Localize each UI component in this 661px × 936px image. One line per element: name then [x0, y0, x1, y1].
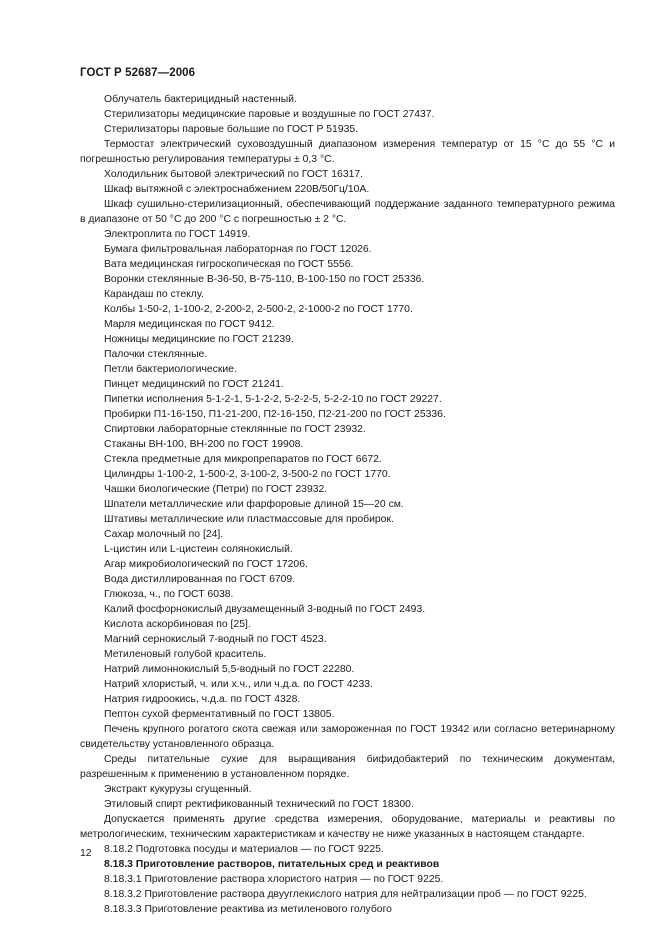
page-number: 12	[80, 848, 92, 859]
paragraph: Бумага фильтровальная лабораторная по ГОСТ 12026.	[104, 244, 372, 255]
paragraph: Электроплита по ГОСТ 14919.	[104, 229, 251, 240]
paragraph: Стерилизаторы медицинские паровые и воздушные по ГОСТ 27437.	[104, 109, 435, 120]
paragraph: Пипетки исполнения 5-1-2-1, 5-1-2-2, 5-2-2-5, 5-2-2-10 по ГОСТ 29227.	[104, 394, 442, 405]
paragraph: Цилиндры 1-100-2, 1-500-2, 3-100-2, 3-500-2 по ГОСТ 1770.	[104, 469, 391, 480]
section-heading: 8.18.3 Приготовление растворов, питательных сред и реактивов	[104, 859, 440, 870]
paragraph: Метиленовый голубой краситель.	[104, 649, 267, 660]
paragraph: Натрий лимоннокислый 5,5-водный по ГОСТ 22280.	[104, 664, 355, 675]
paragraph: Магний сернокислый 7-водный по ГОСТ 4523.	[104, 634, 327, 645]
paragraph: Стаканы ВН-100, ВН-200 по ГОСТ 19908.	[104, 439, 304, 450]
paragraph: Среды питательные сухие для выращивания бифидобактерий по техническим документам, разрешенным к применению в установленном порядке.	[80, 754, 615, 780]
paragraph: Облучатель бактерицидный настенный.	[104, 94, 297, 105]
document-body	[80, 92, 615, 917]
paragraph: Вата медицинская гигроскопическая по ГОСТ 5556.	[104, 259, 354, 270]
paragraph: Натрия гидроокись, ч.д.а. по ГОСТ 4328.	[104, 694, 301, 705]
paragraph: Штативы металлические или пластмассовые для пробирок.	[104, 514, 394, 525]
subsection-item: 8.18.3.1 Приготовление раствора хлористого натрия — по ГОСТ 9225.	[104, 874, 444, 885]
paragraph: Стекла предметные для микропрепаратов по ГОСТ 6672.	[104, 454, 382, 465]
paragraph: L-цистин или L-цистеин солянокислый.	[104, 544, 293, 555]
paragraph: Пробирки П1-16-150, П1-21-200, П2-16-150, П2-21-200 по ГОСТ 25336.	[104, 409, 446, 420]
paragraph: Этиловый спирт ректификованный технический по ГОСТ 18300.	[104, 799, 414, 810]
paragraph: Чашки биологические (Петри) по ГОСТ 23932.	[104, 484, 328, 495]
paragraph: Марля медицинская по ГОСТ 9412.	[104, 319, 275, 330]
paragraph: Сахар молочный по [24].	[104, 529, 224, 540]
paragraph: Агар микробиологический по ГОСТ 17206.	[104, 559, 308, 570]
paragraph: Палочки стеклянные.	[104, 349, 208, 360]
paragraph: Допускается применять другие средства измерения, оборудование, материалы и реактивы по метрологическим, техническим характеристикам и качеству не ниже указанных в настоящем стандарте.	[80, 814, 615, 840]
paragraph: Шкаф вытяжной с электроснабжением 220В/50Гц/10А.	[104, 184, 370, 195]
paragraph: Шкаф сушильно-стерилизационный, обеспечивающий поддержание заданного температурного режима в диапазоне от 50 °С до 200 °С с погрешностью ± 2 °С.	[80, 199, 615, 225]
paragraph: Воронки стеклянные В-36-50, В-75-110, В-100-150 по ГОСТ 25336.	[104, 274, 425, 285]
paragraph: Экстракт кукурузы сгущенный.	[104, 784, 252, 795]
paragraph: Глюкоза, ч., по ГОСТ 6038.	[104, 589, 234, 600]
paragraph: Шпатели металлические или фарфоровые длиной 15—20 см.	[104, 499, 404, 510]
paragraph: Калий фосфорнокислый двузамещенный 3-водный по ГОСТ 2493.	[104, 604, 426, 615]
paragraph: Пинцет медицинский по ГОСТ 21241.	[104, 379, 284, 390]
paragraph: Натрий хлористый, ч. или х.ч., или ч.д.а. по ГОСТ 4233.	[104, 679, 373, 690]
paragraph: Спиртовки лабораторные стеклянные по ГОСТ 23932.	[104, 424, 366, 435]
paragraph: Петли бактериологические.	[104, 364, 237, 375]
paragraph: Печень крупного рогатого скота свежая или замороженная по ГОСТ 19342 или согласно ветеринарному свидетельству установленного образца.	[80, 724, 615, 750]
subsection-item: 8.18.3.2 Приготовление раствора двууглекислого натрия для нейтрализации проб — по ГОСТ 9225.	[104, 889, 587, 900]
paragraph: Ножницы медицинские по ГОСТ 21239.	[104, 334, 294, 345]
subsection-item: 8.18.3.3 Приготовление реактива из метиленового голубого	[104, 904, 392, 915]
document-header: ГОСТ Р 52687—2006	[80, 67, 196, 79]
paragraph: Холодильник бытовой электрический по ГОСТ 16317.	[104, 169, 364, 180]
paragraph: Колбы 1-50-2, 1-100-2, 2-200-2, 2-500-2, 2-1000-2 по ГОСТ 1770.	[104, 304, 413, 315]
paragraph: Термостат электрический суховоздушный диапазоном измерения температур от 15 °С до 55 °С и погрешностью регулирования температуры ± 0,3 °С.	[80, 139, 615, 165]
paragraph: Вода дистиллированная по ГОСТ 6709.	[104, 574, 296, 585]
paragraph: Пептон сухой ферментативный по ГОСТ 13805.	[104, 709, 335, 720]
section-item: 8.18.2 Подготовка посуды и материалов — по ГОСТ 9225.	[104, 844, 384, 855]
paragraph: Стерилизаторы паровые большие по ГОСТ Р 51935.	[104, 124, 359, 135]
paragraph: Карандаш по стеклу.	[104, 289, 204, 300]
paragraph: Кислота аскорбиновая по [25].	[104, 619, 251, 630]
